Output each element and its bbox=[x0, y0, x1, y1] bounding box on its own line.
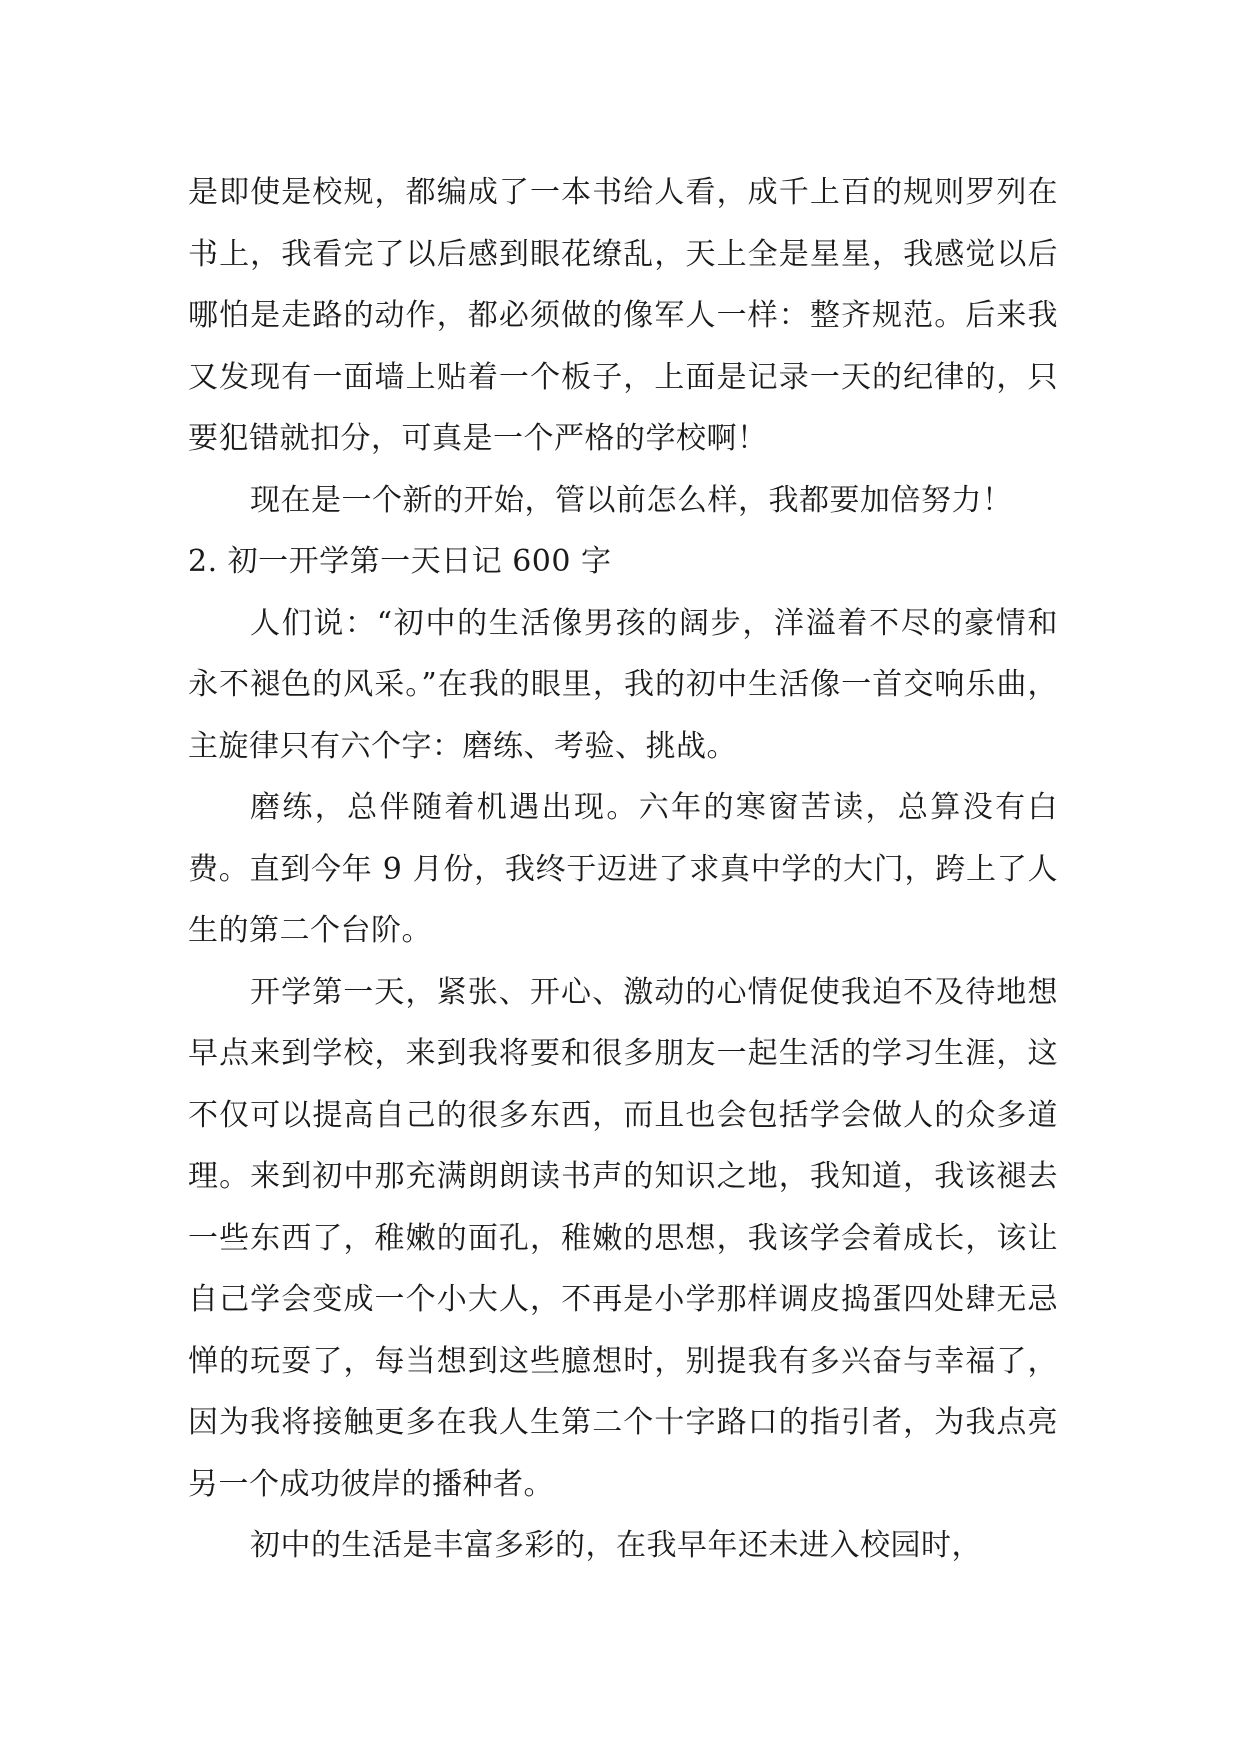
paragraph-school-rules: 是即使是校规，都编成了一本书给人看，成千上百的规则罗列在书上，我看完了以后感到眼花缭乱，天上全是星星，我感觉以后哪怕是走路的动作，都必须做的像军人一样：整齐规范。后来我又发现有一面墙上贴着一个板子，上面是记录一天的纪律的，只要犯错就扣分，可真是一个严格的学校啊！ bbox=[188, 175, 1058, 456]
paragraph-middle-school-life: 初中的生活是丰富多彩的，在我早年还未进入校园时， bbox=[250, 1528, 982, 1563]
document-page bbox=[188, 162, 1058, 1577]
section-heading: 2. 初一开学第一天日记 600 字 bbox=[188, 544, 612, 579]
paragraph-people-say: 人们说：“初中的生活像男孩的阔步，洋溢着不尽的豪情和永不褪色的风采。”在我的眼里，我的初中生活像一首交响乐曲，主旋律只有六个字：磨练、考验、挑战。 bbox=[188, 605, 1058, 764]
paragraph-training: 磨练，总伴随着机遇出现。六年的寒窗苦读，总算没有白费。直到今年 9 月份，我终于迈进了求真中学的大门，跨上了人生的第二个台阶。 bbox=[188, 790, 1058, 948]
paragraph-new-start: 现在是一个新的开始，管以前怎么样，我都要加倍努力！ bbox=[250, 482, 1013, 518]
paragraph-first-day: 开学第一天，紧张、开心、激动的心情促使我迫不及待地想早点来到学校，来到我将要和很多朋友一起生活的学习生涯，这不仅可以提高自己的很多东西，而且也会包括学会做人的众多道理。来到初中那充满朗朗读书声的知识之地，我知道，我该褪去一些东西了，稚嫩的面孔，稚嫩的思想，我该学会着成长，该让自己学会变成一个小大人，不再是小学那样调皮捣蛋四处肆无忌惮的玩耍了，每当想到这些臆想时，别提我有多兴奋与幸福了，因为我将接触更多在我人生第二个十字路口的指引者，为我点亮另一个成功彼岸的播种者。 bbox=[188, 974, 1058, 1502]
